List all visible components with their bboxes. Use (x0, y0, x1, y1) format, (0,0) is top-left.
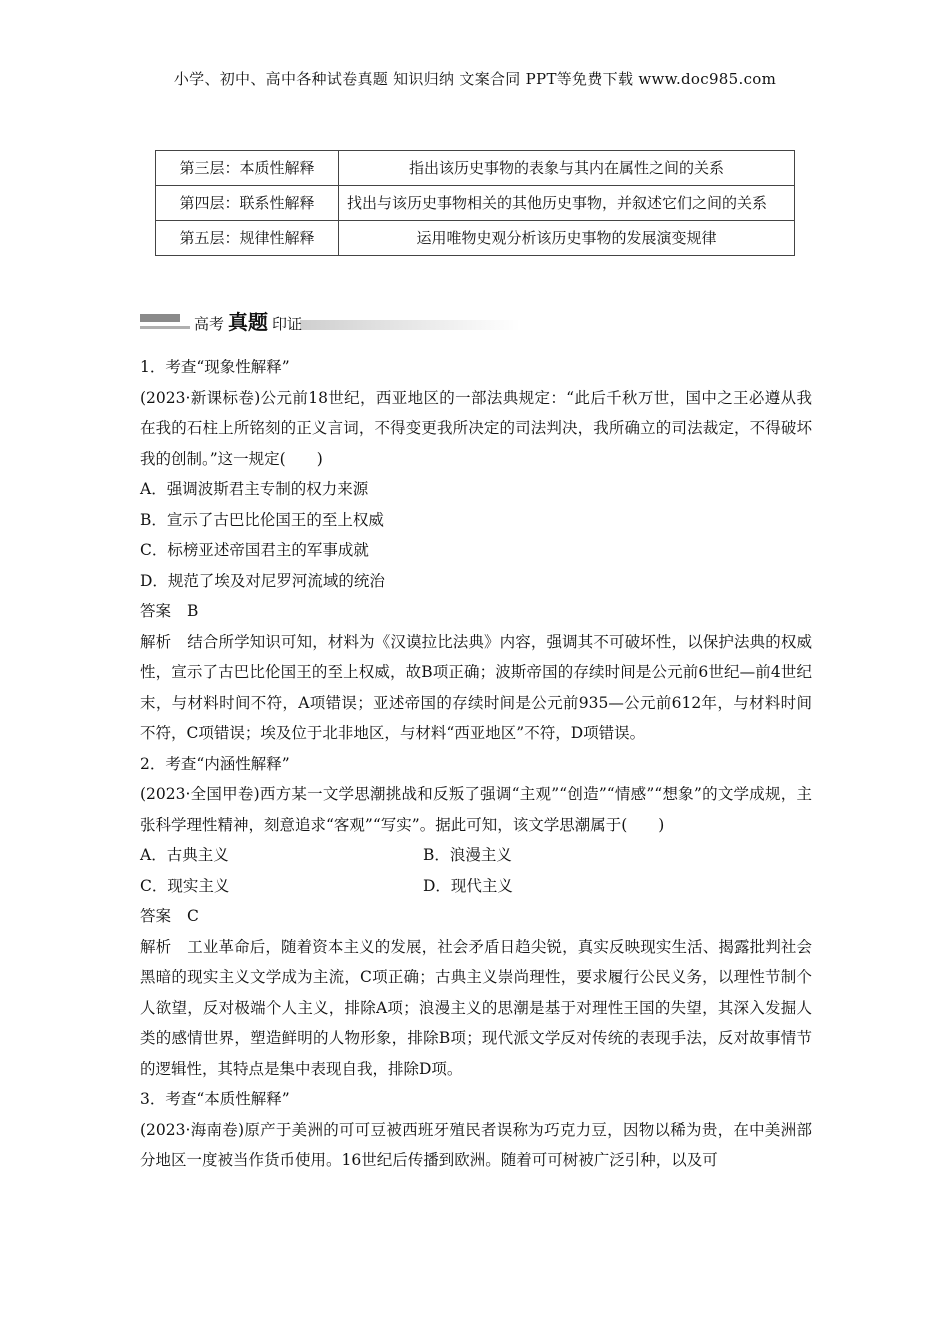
table-row (156, 151, 795, 186)
answer-label: 答案 (140, 602, 172, 620)
page-header: 小学、初中、高中各种试卷真题 知识归纳 文案合同 PPT等免费下载 www.doc985.com (173, 70, 777, 88)
level-cell: 第五层：规律性解释 (156, 221, 339, 256)
analysis (140, 932, 812, 1085)
banner-title (194, 306, 302, 335)
option-row (140, 871, 812, 902)
option: C．标榜亚述帝国君主的军事成就 (140, 541, 369, 559)
table-row (156, 221, 795, 256)
banner-decoration (140, 326, 190, 329)
banner-suffix: 印证 (272, 315, 303, 333)
answer-value: C (187, 907, 199, 925)
section-banner (140, 296, 520, 332)
answer-line (140, 901, 812, 932)
question-title: 2．考查“内涵性解释” (140, 754, 290, 773)
banner-decoration (300, 320, 520, 330)
banner-decoration (140, 314, 180, 322)
option: B．宣示了古巴比伦国王的至上权威 (140, 510, 384, 529)
question-stem: (2023·海南卷)原产于美洲的可可豆被西班牙殖民者误称为巧克力豆，因物以稀为贵，在中美洲部分地区一度被当作货币使用。16世纪后传播到欧洲。随着可可树被广泛引种，以及可 (140, 1120, 812, 1169)
option: D．现代主义 (423, 876, 513, 895)
banner-main: 真题 (228, 310, 269, 334)
question-stem: (2023·全国甲卷)西方某一文学思潮挑战和反叛了强调“主观”“创造”“情感”“想象”的文学成规，主张科学理性精神，刻意追求“客观”“写实”。据此可知，该文学思潮属于( ) (140, 785, 812, 834)
level-desc-cell: 指出该历史事物的表象与其内在属性之间的关系 (339, 151, 795, 186)
level-cell: 第四层：联系性解释 (156, 186, 339, 221)
option: C．现实主义 (140, 876, 230, 895)
question-stem: (2023·新课标卷)公元前18世纪，西亚地区的一部法典规定：“此后千秋万世，国中之王必遵从我在我的石柱上所铭刻的正义言词，不得变更我所决定的司法判决，我所确立的司法裁定，不得破坏我的创制。”这一规定( ) (140, 388, 812, 468)
analysis-text: 结合所学知识可知，材料为《汉谟拉比法典》内容，强调其不可破坏性，以保护法典的权威性，宣示了古巴比伦国王的至上权威，故B项正确；波斯帝国的存续时间是公元前6世纪—前4世纪末，与材料时间不符，A项错误；亚述帝国的存续时间是公元前935—公元前612年，与材料时间不符，C项错误；埃及位于北非地区，与材料“西亚地区”不符，D项错误。 (140, 632, 812, 742)
option-row (140, 840, 812, 871)
analysis-label: 解析 (140, 632, 172, 651)
level-desc-cell: 找出与该历史事物相关的其他历史事物，并叙述它们之间的关系 (339, 186, 795, 221)
explanation-levels-table (155, 150, 795, 256)
table-row (156, 186, 795, 221)
question-title: 1．考查“现象性解释” (140, 358, 290, 376)
answer-label: 答案 (140, 907, 172, 925)
analysis (140, 627, 812, 749)
question-content (140, 352, 812, 1176)
option: B．浪漫主义 (423, 846, 512, 864)
answer-value: B (187, 602, 199, 620)
analysis-label: 解析 (140, 937, 172, 956)
level-desc-cell: 运用唯物史观分析该历史事物的发展演变规律 (339, 221, 795, 256)
answer-line (140, 596, 812, 627)
option: A．古典主义 (140, 846, 229, 864)
option: A．强调波斯君主专制的权力来源 (140, 480, 369, 498)
banner-prefix: 高考 (194, 315, 225, 333)
option: D．规范了埃及对尼罗河流域的统治 (140, 571, 385, 590)
level-cell: 第三层：本质性解释 (156, 151, 339, 186)
analysis-text: 工业革命后，随着资本主义的发展，社会矛盾日趋尖锐，真实反映现实生活、揭露批判社会黑暗的现实主义文学成为主流，C项正确；古典主义崇尚理性，要求履行公民义务，以理性节制个人欲望，反对极端个人主义，排除A项；浪漫主义的思潮是基于对理性王国的失望，其深入发掘人类的感情世界，塑造鲜明的人物形象，排除B项；现代派文学反对传统的表现手法，反对故事情节的逻辑性，其特点是集中表现自我，排除D项。 (140, 937, 812, 1078)
question-title: 3．考查“本质性解释” (140, 1090, 290, 1108)
